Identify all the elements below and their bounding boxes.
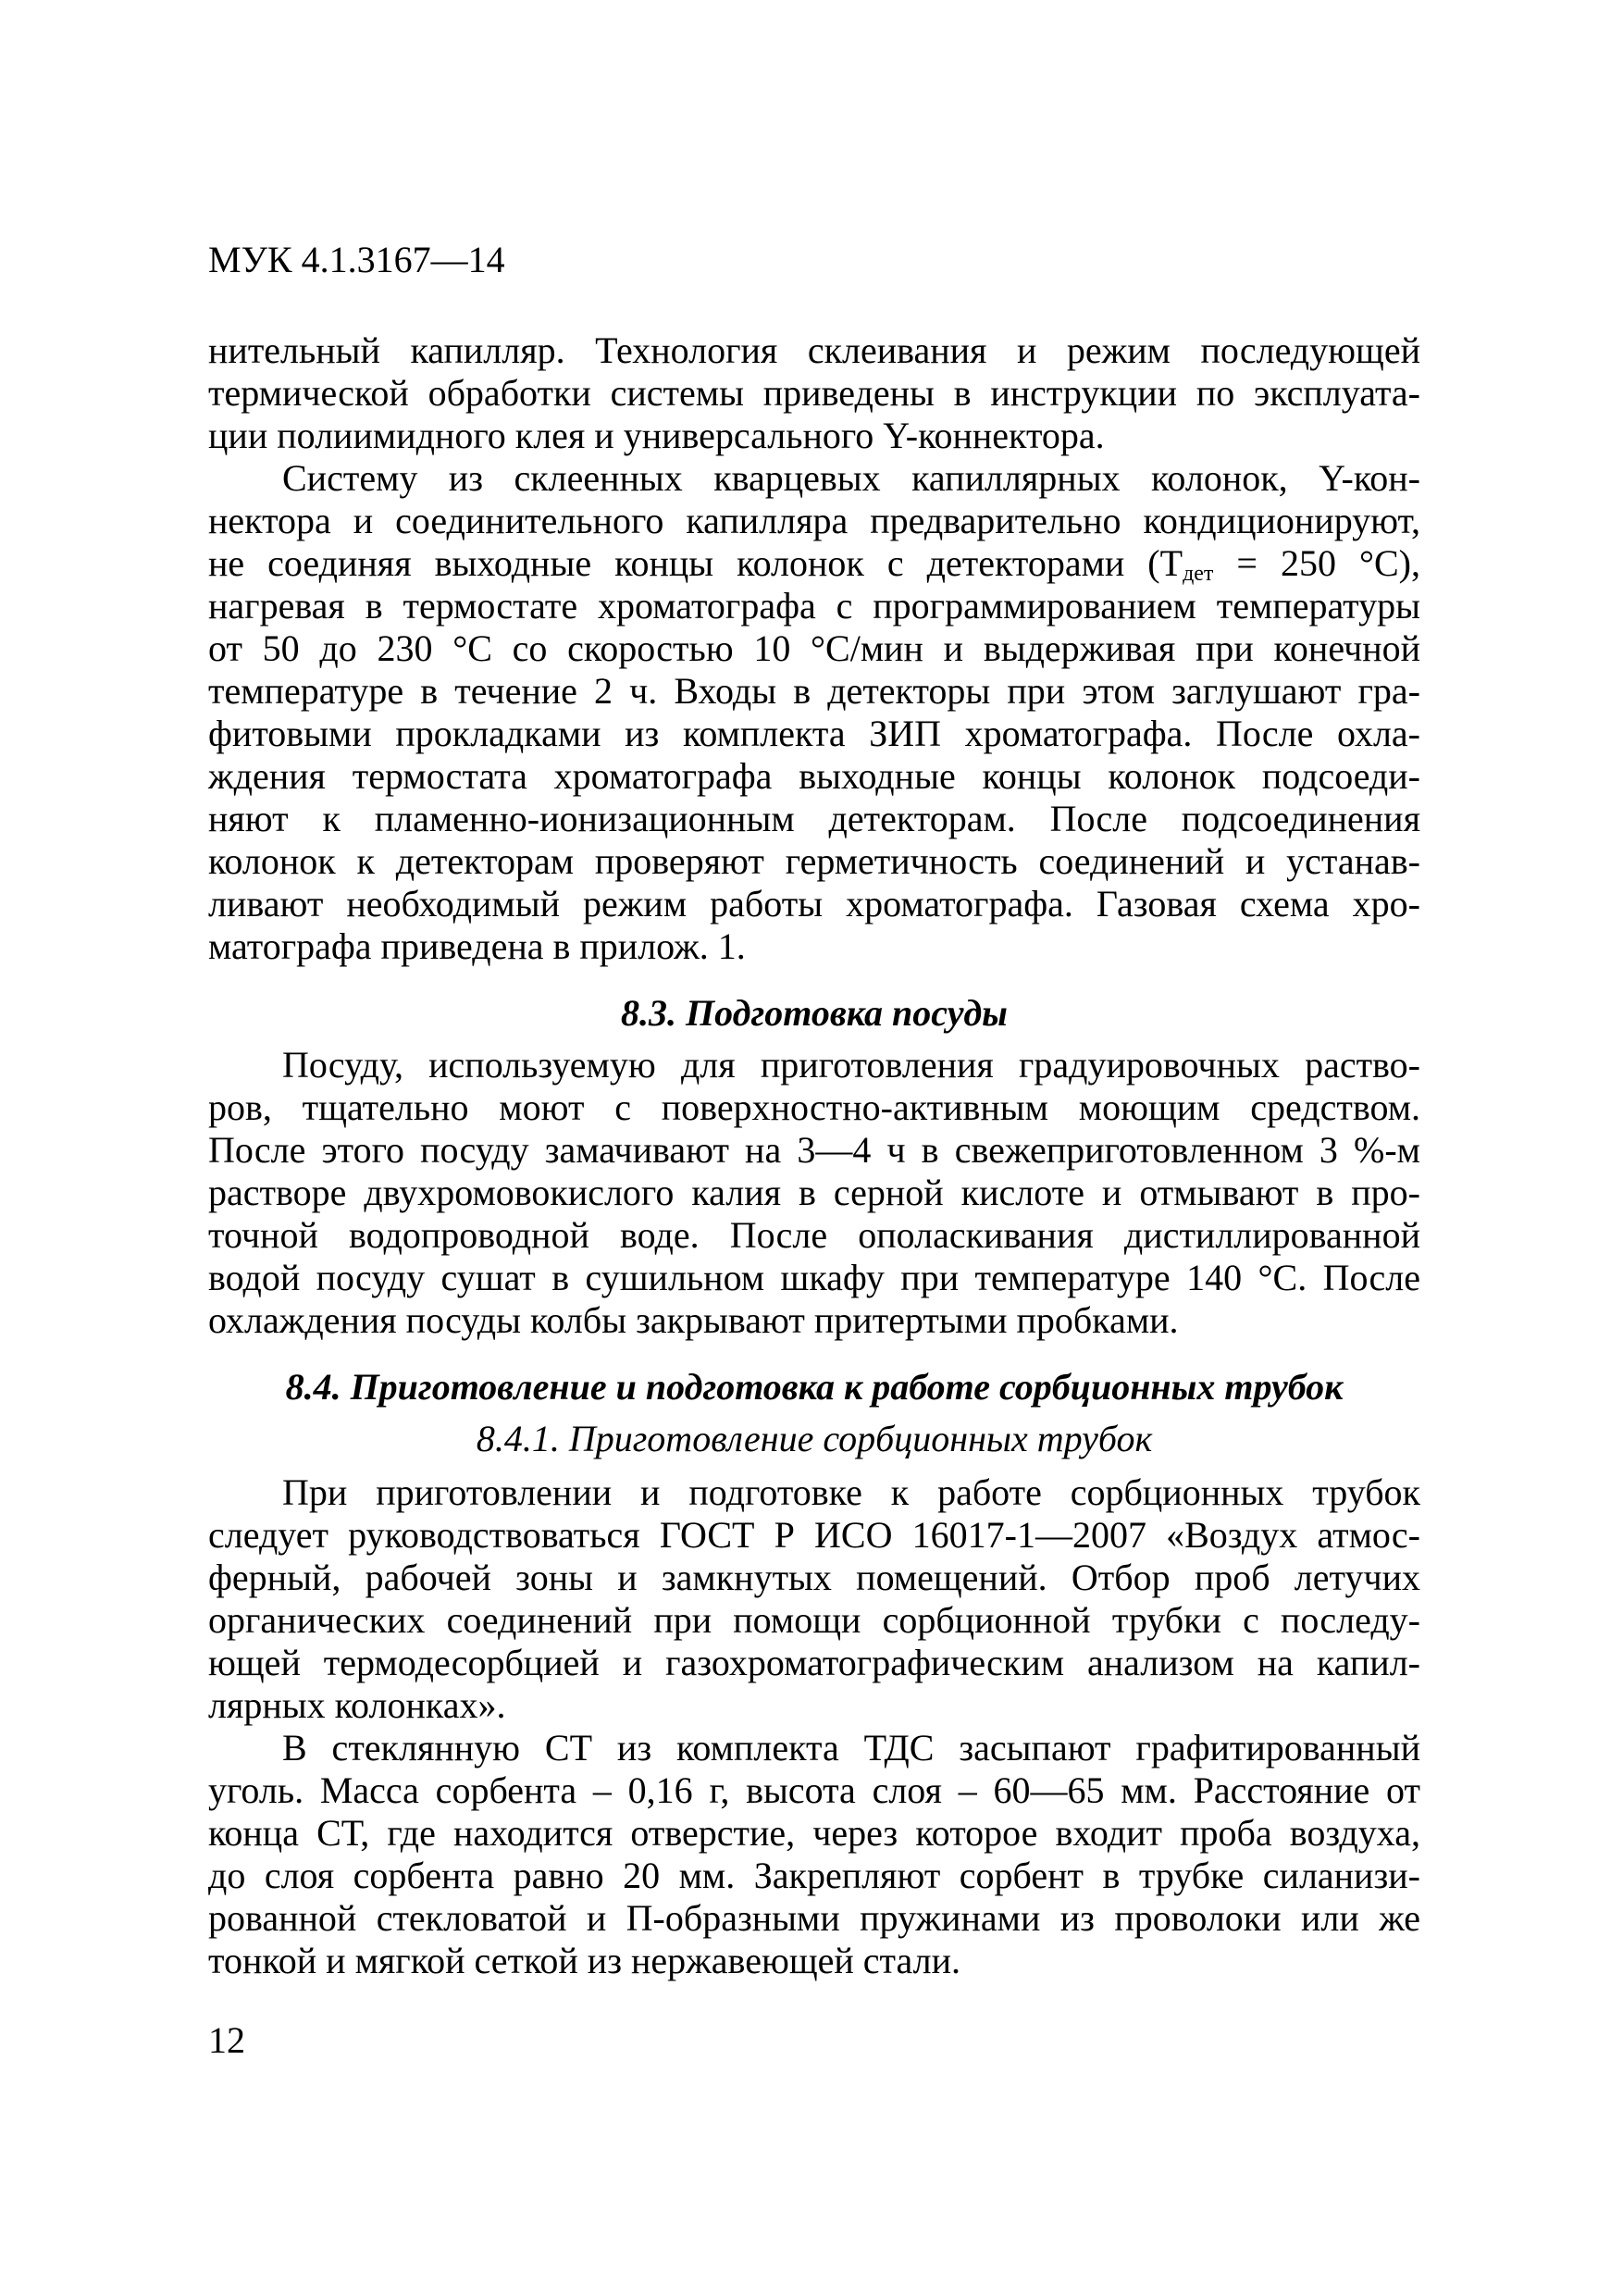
paragraph-line: нагревая в термостате хроматографа с программированием температуры <box>208 585 1420 627</box>
paragraph <box>208 1727 1420 1982</box>
paragraph <box>208 329 1420 457</box>
paragraph-line: рованной стекловатой и П-образными пружинами из проволоки или же <box>208 1897 1420 1939</box>
subscript: дет <box>1183 562 1214 587</box>
paragraph-line: органических соединений при помощи сорбционной трубки с последу- <box>208 1599 1420 1641</box>
document-content <box>208 329 1420 1982</box>
paragraph-line: охлаждения посуды колбы закрывают притертыми пробками. <box>208 1299 1179 1341</box>
paragraph-line: нительный капилляр. Технология склеивания и режим последующей <box>208 329 1420 371</box>
paragraph-line: до слоя сорбента равно 20 мм. Закрепляют сорбент в трубке силанизи- <box>208 1855 1420 1896</box>
paragraph-line: нектора и соединительного капилляра предварительно кондиционируют, <box>208 500 1420 541</box>
paragraph-line: Систему из склеенных кварцевых капиллярных колонок, Y-кон- <box>282 457 1420 499</box>
paragraph-line: термической обработки системы приведены в инструкции по эксплуата- <box>208 372 1420 414</box>
paragraph-line: ливают необходимый режим работы хроматографа. Газовая схема хро- <box>208 883 1420 925</box>
paragraph-line: При приготовлении и подготовке к работе сорбционных трубок <box>282 1471 1420 1513</box>
page-number: 12 <box>208 2019 245 2061</box>
section-heading: 8.3. Подготовка посуды <box>621 992 1008 1034</box>
paragraph-line: лярных колонках». <box>208 1684 506 1726</box>
paragraph-line: водой посуду сушат в сушильном шкафу при температуре 140 °С. После <box>208 1257 1420 1298</box>
paragraph <box>208 457 1420 968</box>
paragraph-line: фитовыми прокладками из комплекта ЗИП хроматографа. После охла- <box>208 713 1420 754</box>
paragraph-line: После этого посуду замачивают на 3—4 ч в свежеприготовленном 3 %-м <box>208 1129 1420 1171</box>
section-heading: 8.4.1. Приготовление сорбционных трубок <box>476 1418 1153 1459</box>
paragraph-line: уголь. Масса сорбента – 0,16 г, высота слоя – 60—65 мм. Расстояние от <box>208 1769 1420 1811</box>
paragraph-line: В стеклянную СТ из комплекта ТДС засыпают графитированный <box>282 1727 1420 1769</box>
section-heading: 8.4. Приготовление и подготовка к работе сорбционных трубок <box>285 1366 1344 1408</box>
paragraph <box>208 1471 1420 1727</box>
paragraph-line: не соединяя выходные концы колонок с детекторами ($Т_{дет} = 250$ °С), <box>208 542 1420 587</box>
paragraph-line: конца СТ, где находится отверстие, через которое входит проба воздуха, <box>208 1812 1420 1854</box>
paragraph-line: следует руководствоваться ГОСТ Р ИСО 16017-1—2007 «Воздух атмос- <box>208 1514 1420 1556</box>
paragraph-line: Посуду, используемую для приготовления градуировочных раство- <box>282 1044 1420 1086</box>
paragraph-line: колонок к детекторам проверяют герметичность соединений и устанав- <box>208 840 1420 882</box>
document-code: МУК 4.1.3167—14 <box>208 239 505 280</box>
paragraph-line: тонкой и мягкой сеткой из нержавеющей стали. <box>208 1940 960 1981</box>
paragraph-line: няют к пламенно-ионизационным детекторам. После подсоединения <box>208 798 1420 839</box>
paragraph-line: растворе двухромовокислого калия в серной кислоте и отмывают в про- <box>208 1172 1420 1213</box>
paragraph-line: ждения термостата хроматографа выходные концы колонок подсоеди- <box>208 755 1420 797</box>
paragraph-line: от 50 до 230 °С со скоростью 10 °С/мин и выдерживая при конечной <box>208 627 1420 669</box>
paragraph-line: ферный, рабочей зоны и замкнутых помещений. Отбор проб летучих <box>208 1557 1420 1598</box>
paragraph-line: температуре в течение 2 ч. Входы в детекторы при этом заглушают гра- <box>208 670 1420 712</box>
paragraph <box>208 1044 1420 1342</box>
paragraph-line: точной водопроводной воде. После ополаскивания дистиллированной <box>208 1214 1420 1256</box>
paragraph-line: ров, тщательно моют с поверхностно-активным моющим средством. <box>208 1086 1420 1128</box>
paragraph-line: ющей термодесорбцией и газохроматографическим анализом на капил- <box>208 1642 1420 1683</box>
paragraph-line: матографа приведена в прилож. 1. <box>208 925 746 967</box>
paragraph-line: ции полиимидного клея и универсального Y-коннектора. <box>208 415 1105 456</box>
